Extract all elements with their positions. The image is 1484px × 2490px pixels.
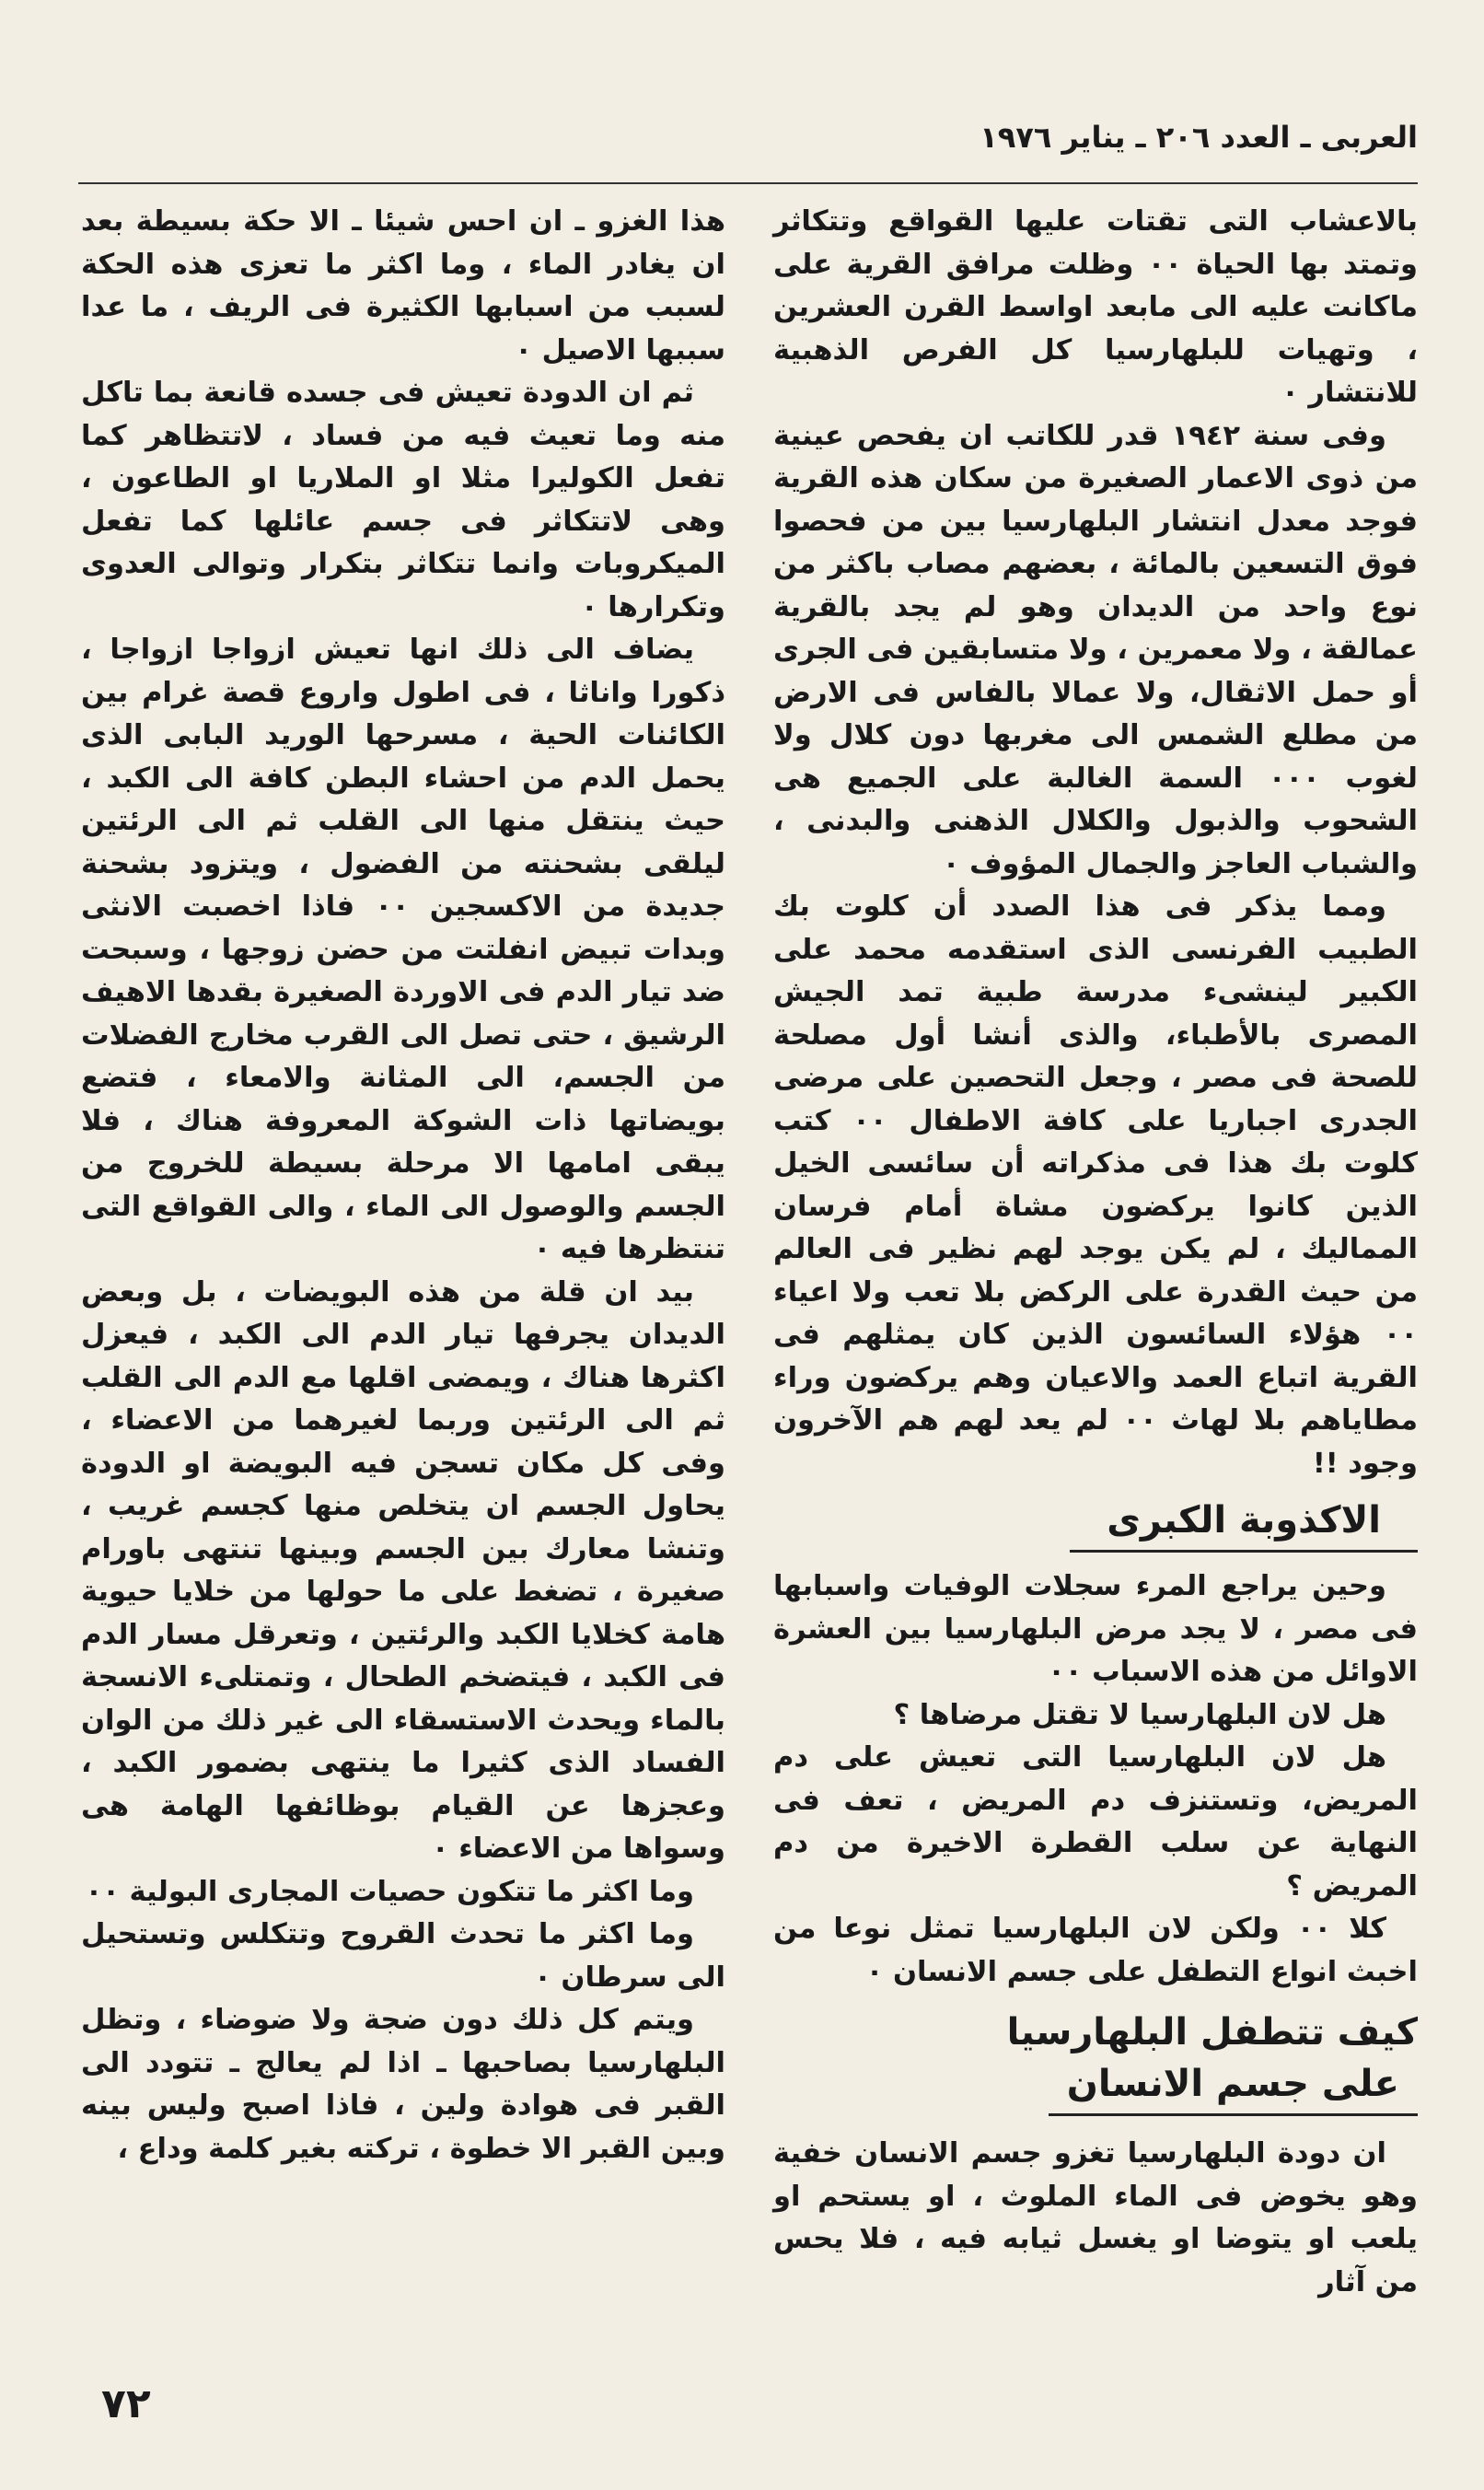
section-heading	[773, 1495, 1418, 1553]
paragraph: ومما يذكر فى هذا الصدد أن كلوت بك الطبيب الفرنسى الذى استقدمه محمد على الكبير لينشىء مدرسة طبية تمد الجيش المصرى بالأطباء، والذى أنشا أول مصلحة للصحة فى مصر ، وجعل التحصين على مرضى الجدرى اجباريا على كافة الاطفال ٠٠ كتب كلوت بك هذا فى مذكراته أن سائسى الخيل الذين كانوا يركضون مشاة أمام فرسان المماليك ، لم يكن يوجد لهم نظير فى العالم من حيث القدرة على الركض بلا تعب ولا اعياء ٠٠ هؤلاء السائسون الذين كان يمثلهم فى القرية اتباع العمد والاعيان وهم يركضون وراء مطاياهم بلا لهاث ٠٠ لم يعد لهم هم الآخرون وجود !!	[773, 890, 1418, 1480]
header-rule	[78, 182, 1418, 184]
paragraph: كلا ٠٠ ولكن لان البلهارسيا تمثل نوعا من اخبث انواع التطفل على جسم الانسان ٠	[773, 1913, 1418, 1988]
page-number: ٧٢	[101, 2380, 151, 2427]
left-column	[81, 201, 725, 2170]
paragraph: هل لان البلهارسيا التى تعيش على دم المريض، وتستنزف دم المريض ، تعف فى النهاية عن سلب القطرة الاخيرة من دم المريض ؟	[773, 1741, 1418, 1902]
section-heading-line: كيف تتطفل البلهارسيا	[1006, 2011, 1418, 2054]
paragraph: وما اكثر ما تحدث القروح وتتكلس وتستحيل الى سرطان ٠	[81, 1918, 725, 1994]
paragraph: بالاعشاب التى تقتات عليها القواقع وتتكاثر وتمتد بها الحياة ٠٠ وظلت مرافق القرية على ماكانت عليه الى مابعد اواسط القرن العشرين ، وتهيات للبلهارسيا كل الفرص الذهبية للانتشار ٠	[773, 205, 1418, 409]
section-heading-line: على جسم الانسان	[1049, 2058, 1418, 2116]
paragraph: يضاف الى ذلك انها تعيش ازواجا ازواجا ، ذكورا واناثا ، فى اطول واروع قصة غرام بين الكائنات الحية ، مسرحها الوريد البابى الذى يحمل الدم من احشاء البطن كافة الى الكبد ، حيث ينتقل منها الى القلب ثم الى الرئتين ليلقى بشحنته من الفضول ، ويتزود بشحنة جديدة من الاكسجين ٠٠ فاذا اخصبت الانثى وبدات تبيض انفلتت من حضن زوجها ، وسبحت ضد تيار الدم فى الاوردة الصغيرة بقدها الاهيف الرشيق ، حتى تصل الى القرب مخارج الفضلات من الجسم، الى المثانة والامعاء ، فتضع بويضاتها ذات الشوكة المعروفة هناك ، فلا يبقى امامها الا مرحلة بسيطة للخروج من الجسم والوصول الى الماء ، والى القواقع التى تنتظرها فيه ٠	[81, 634, 725, 1265]
paragraph: ويتم كل ذلك دون ضجة ولا ضوضاء ، وتظل البلهارسيا بصاحبها ـ اذا لم يعالج ـ تتودد الى القبر فى هوادة ولين ، فاذا اصبح وليس بينه وبين القبر الا خطوة ، تركته بغير كلمة وداع ،	[81, 2004, 725, 2165]
paragraph: هذا الغزو ـ ان احس شيئا ـ الا حكة بسيطة بعد ان يغادر الماء ، وما اكثر ما تعزى هذه الحكة لسبب من اسبابها الكثيرة فى الريف ، ما عدا سببها الاصيل ٠	[81, 205, 725, 367]
paragraph: بيد ان قلة من هذه البويضات ، بل وبعض الديدان يجرفها تيار الدم الى الكبد ، فيعزل اكثرها هناك ، ويمضى اقلها مع الدم الى القلب ثم الى الرئتين وربما لغيرهما من الاعضاء ، وفى كل مكان تسجن فيه البويضة او الدودة يحاول الجسم ان يتخلص منها كجسم غريب ، وتنشا معارك بين الجسم وبينها تنتهى باورام صغيرة ، تضغط على ما حولها من خلايا حيوية هامة كخلايا الكبد والرئتين ، وتعرقل مسار الدم فى الكبد ، فيتضخم الطحال ، وتمتلىء الانسجة بالماء ويحدث الاستسقاء الى غير ذلك من الوان الفساد الذى كثيرا ما ينتهى بضمور الكبد ، وعجزها عن القيام بوظائفها الهامة هى وسواها من الاعضاء ٠	[81, 1275, 725, 1865]
running-header: العربى ـ العدد ٢٠٦ ـ يناير ١٩٧٦	[980, 120, 1418, 155]
paragraph: ثم ان الدودة تعيش فى جسده قانعة بما تاكل منه وما تعيث فيه من فساد ، لاتتظاهر كما تفعل الكوليرا مثلا او الملاريا او الطاعون ، وهى لاتتكاثر فى جسم عائلها كما تفعل الميكروبات وانما تتكاثر بتكرار وتوالى العدوى وتكرارها ٠	[81, 377, 725, 623]
paragraph: وما اكثر ما تتكون حصيات المجارى البولية ٠٠	[85, 1875, 694, 1908]
section-heading	[773, 2007, 1418, 2116]
right-column	[773, 201, 1418, 2304]
paragraph: وحين يراجع المرء سجلات الوفيات واسبابها فى مصر ، لا يجد مرض البلهارسيا بين العشرة الاوائل من هذه الاسباب ٠٠	[773, 1570, 1418, 1688]
section-heading-text: الاكذوبة الكبرى	[1070, 1495, 1418, 1553]
paragraph: هل لان البلهارسيا لا تقتل مرضاها ؟	[893, 1698, 1386, 1731]
paragraph: وفى سنة ١٩٤٢ قدر للكاتب ان يفحص عينية من ذوى الاعمار الصغيرة من سكان هذه القرية فوجد معدل انتشار البلهارسيا بين من فحصوا فوق التسعين بالمائة ، بعضهم مصاب باكثر من نوع واحد من الديدان وهو لم يجد بالقرية عمالقة ، ولا معمرين ، ولا متسابقين فى الجرى أو حمل الاثقال، ولا عمالا بالفاس فى الارض من مطلع الشمس الى مغربها دون كلال ولا لغوب ٠٠٠ السمة الغالبة على الجميع هى الشحوب والذبول والكلال الذهنى والبدنى ، والشباب العاجز والجمال المؤوف ٠	[773, 419, 1418, 880]
paragraph: ان دودة البلهارسيا تغزو جسم الانسان خفية وهو يخوض فى الماء الملوث ، او يستحم او يلعب او يتوضا او يغسل ثيابه فيه ، فلا يحس من آثار	[773, 2137, 1418, 2298]
